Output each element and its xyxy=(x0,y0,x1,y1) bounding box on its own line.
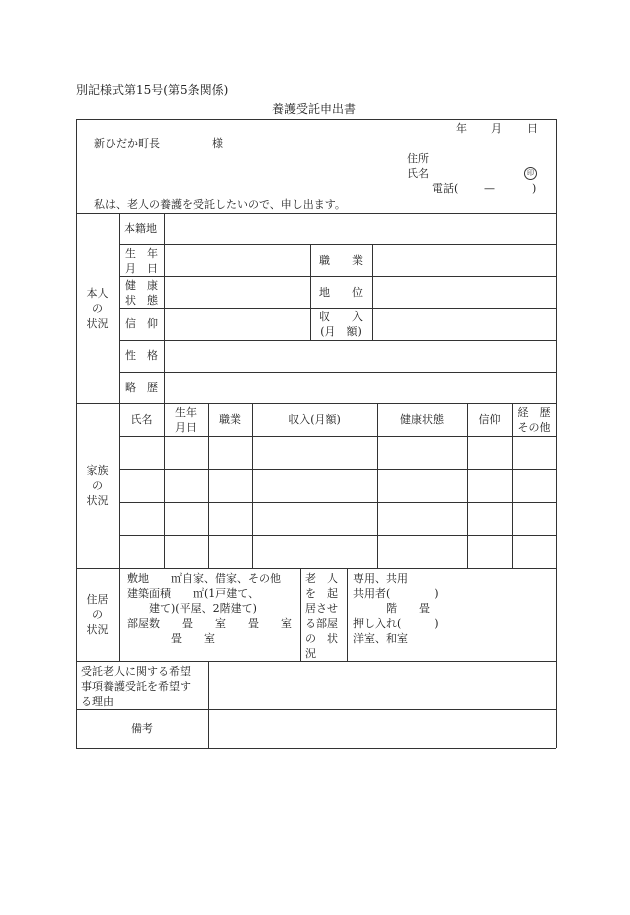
family-col-name: 氏名 xyxy=(130,413,153,426)
family-section-label: 家族 の 状況 xyxy=(86,464,109,507)
family-col-1 xyxy=(119,403,120,568)
application-statement: 私は、老人の養護を受託したいので、申し出ます。 xyxy=(94,198,346,211)
family-row-1 xyxy=(119,436,556,437)
housing-section-label: 住居 の 状況 xyxy=(86,593,109,636)
family-col-history: 経 歴 その他 xyxy=(517,406,551,434)
hope-col-divider xyxy=(208,661,209,748)
family-row-3 xyxy=(119,502,556,503)
table-border-right xyxy=(556,119,557,748)
family-col-6 xyxy=(467,403,468,568)
self-row-2 xyxy=(119,276,556,277)
family-row-2 xyxy=(119,469,556,470)
income-label: 収 入 (月 額) xyxy=(319,310,363,338)
housing-details: 敷地 ㎡自家、借家、その他 建築面積 ㎡(1戸建て、 建て)(平屋、2階建て) 部屋数 畳 室 畳 室 畳 室 xyxy=(127,572,292,645)
divider-hope-section xyxy=(76,709,556,710)
self-row-4 xyxy=(119,340,556,341)
family-col-health: 健康状態 xyxy=(400,413,444,426)
self-col-divider-4 xyxy=(372,244,373,340)
family-row-4 xyxy=(119,535,556,536)
family-col-occupation: 職業 xyxy=(219,413,241,426)
form-number: 別記様式第15号(第5条関係) xyxy=(76,83,229,97)
date-day-label: 日 xyxy=(527,122,538,135)
family-col-birth: 生年 月日 xyxy=(175,406,197,434)
form-title: 養護受託申出書 xyxy=(272,102,357,116)
health-label: 健 康 状 態 xyxy=(125,279,158,307)
domicile-label: 本籍地 xyxy=(124,222,157,235)
birth-date-label: 生 年 月 日 xyxy=(125,247,158,275)
family-col-5 xyxy=(377,403,378,568)
personality-label: 性 格 xyxy=(125,349,158,362)
name-label: 氏名 xyxy=(407,167,429,180)
addressee-honorific: 様 xyxy=(212,137,223,150)
remarks-label: 備考 xyxy=(131,722,153,735)
date-month-label: 月 xyxy=(491,122,502,135)
phone-label: 電話( xyxy=(432,182,459,195)
self-row-1 xyxy=(119,244,556,245)
room-details: 専用、共用 共用者( ) 階 畳 押し入れ( ) 洋室、和室 xyxy=(353,572,439,645)
housing-col-2 xyxy=(300,568,301,661)
address-label: 住所 xyxy=(407,152,429,165)
position-label: 地 位 xyxy=(319,286,363,299)
self-section-label: 本人 の 状況 xyxy=(86,287,109,330)
religion-label: 信 仰 xyxy=(125,317,158,330)
hope-reason-label: 受託老人に関する希望 事項養護受託を希望す る理由 xyxy=(81,665,191,708)
phone-close: ) xyxy=(532,182,537,195)
self-row-5 xyxy=(119,372,556,373)
divider-family-section xyxy=(76,568,556,569)
occupation-label: 職 業 xyxy=(319,254,363,267)
housing-col-1 xyxy=(119,568,120,661)
divider-housing-section xyxy=(76,661,556,662)
family-col-income: 収入(月額) xyxy=(288,413,341,426)
family-col-4 xyxy=(252,403,253,568)
divider-self-section xyxy=(76,403,556,404)
table-border-bottom xyxy=(76,748,556,749)
phone-dash: — xyxy=(484,182,495,195)
addressee: 新ひだか町長 xyxy=(94,137,160,150)
family-col-religion: 信仰 xyxy=(478,413,501,426)
date-year-label: 年 xyxy=(456,122,467,135)
housing-col-3 xyxy=(347,568,348,661)
family-col-3 xyxy=(208,403,209,568)
seal-icon: 印 xyxy=(524,167,537,180)
room-status-label: 老 人 を 起 居させ る部屋 の 状 況 xyxy=(305,572,338,660)
history-label: 略 歴 xyxy=(125,381,158,394)
table-border-top xyxy=(76,119,556,120)
divider-header-section xyxy=(76,213,556,214)
